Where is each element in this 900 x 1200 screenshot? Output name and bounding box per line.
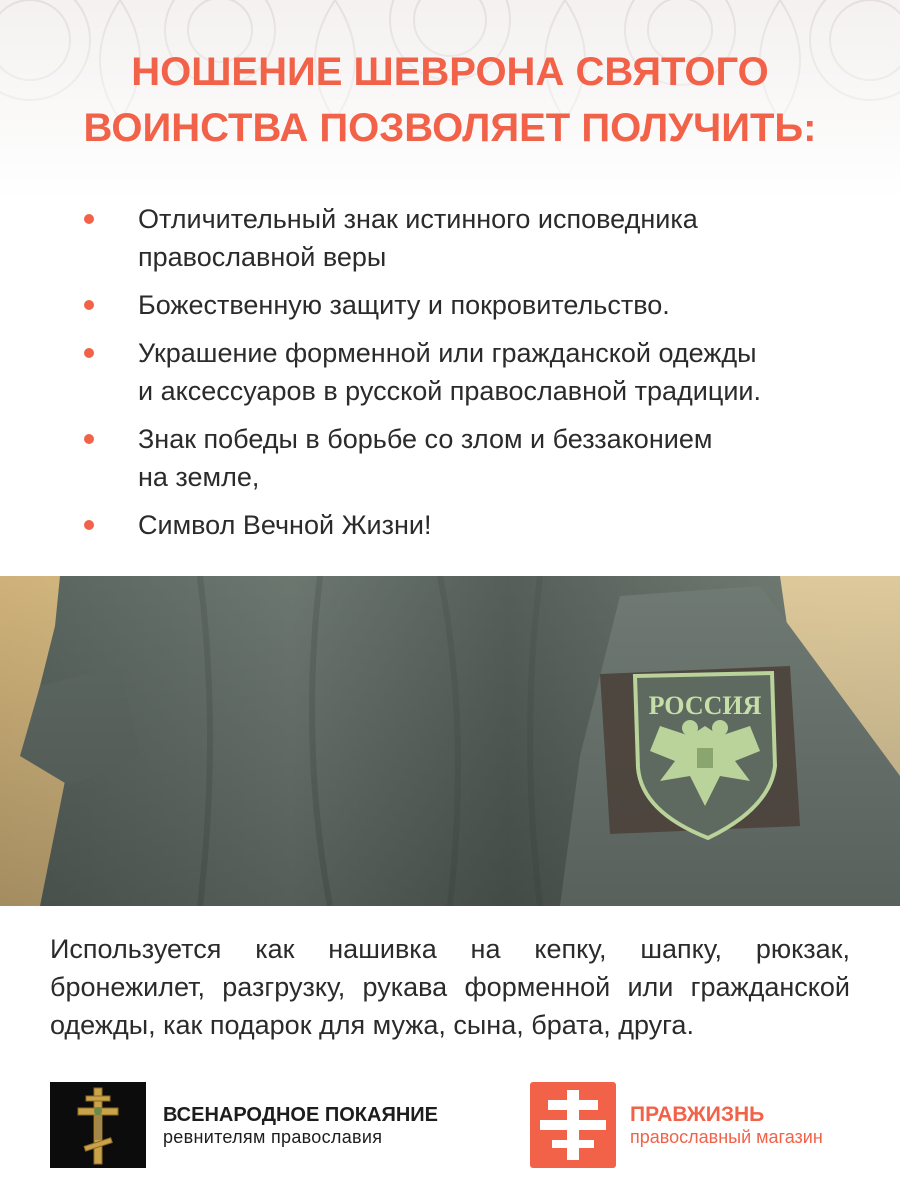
list-item-text: на земле, bbox=[138, 462, 260, 492]
list-item-text: Символ Вечной Жизни! bbox=[138, 510, 432, 540]
brand-right bbox=[630, 1104, 823, 1148]
usage-line: одежды, как подарок для мужа, сына, брата, друга. bbox=[50, 1010, 694, 1040]
list-item bbox=[82, 506, 872, 544]
brand-right-title: ПРАВЖИЗНЬ bbox=[630, 1103, 765, 1126]
bullet-dot-icon bbox=[84, 348, 94, 358]
usage-line: Используется как нашивка на кепку, шапку, рюкзак, bbox=[50, 934, 850, 964]
list-item-text: Божественную защиту и покровительство. bbox=[138, 290, 670, 320]
russia-chevron-patch bbox=[600, 666, 800, 838]
brand-left-title: ВСЕНАРОДНОЕ ПОКАЯНИЕ bbox=[163, 1104, 438, 1126]
list-item bbox=[82, 200, 872, 276]
usage-description bbox=[50, 930, 850, 1044]
bullet-dot-icon bbox=[84, 214, 94, 224]
shop-cross-logo-icon bbox=[530, 1082, 616, 1168]
brand-left bbox=[163, 1104, 438, 1148]
list-item-text: и аксессуаров в русской православной традиции. bbox=[138, 376, 761, 406]
list-item-text: Знак победы в борьбе со злом и беззаконием bbox=[138, 424, 713, 454]
bullet-dot-icon bbox=[84, 300, 94, 310]
bullet-dot-icon bbox=[84, 520, 94, 530]
list-item bbox=[82, 334, 872, 410]
heading-line-2: ВОИНСТВА ПОЗВОЛЯЕТ ПОЛУЧИТЬ: bbox=[83, 106, 817, 150]
heading-line-1: НОШЕНИЕ ШЕВРОНА СВЯТОГО bbox=[131, 50, 769, 94]
usage-line: бронежилет, разгрузку, рукава форменной или гражданской bbox=[50, 972, 850, 1002]
list-item bbox=[82, 420, 872, 496]
list-item-text: Отличительный знак истинного исповедника bbox=[138, 204, 698, 234]
shirt-illustration bbox=[0, 576, 900, 906]
shirt-photo bbox=[0, 576, 900, 906]
page-heading bbox=[0, 44, 900, 156]
list-item-text: Украшение форменной или гражданской одежды bbox=[138, 338, 757, 368]
list-item bbox=[82, 286, 872, 324]
benefits-list bbox=[82, 200, 872, 544]
bullet-dot-icon bbox=[84, 434, 94, 444]
patch-text: РОССИЯ bbox=[648, 691, 762, 720]
brand-right-subtitle: православный магазин bbox=[630, 1127, 823, 1147]
list-item-text: православной веры bbox=[138, 242, 387, 272]
brand-left-subtitle: ревнителям православия bbox=[163, 1127, 383, 1147]
orthodox-cross-icon bbox=[50, 1082, 146, 1168]
